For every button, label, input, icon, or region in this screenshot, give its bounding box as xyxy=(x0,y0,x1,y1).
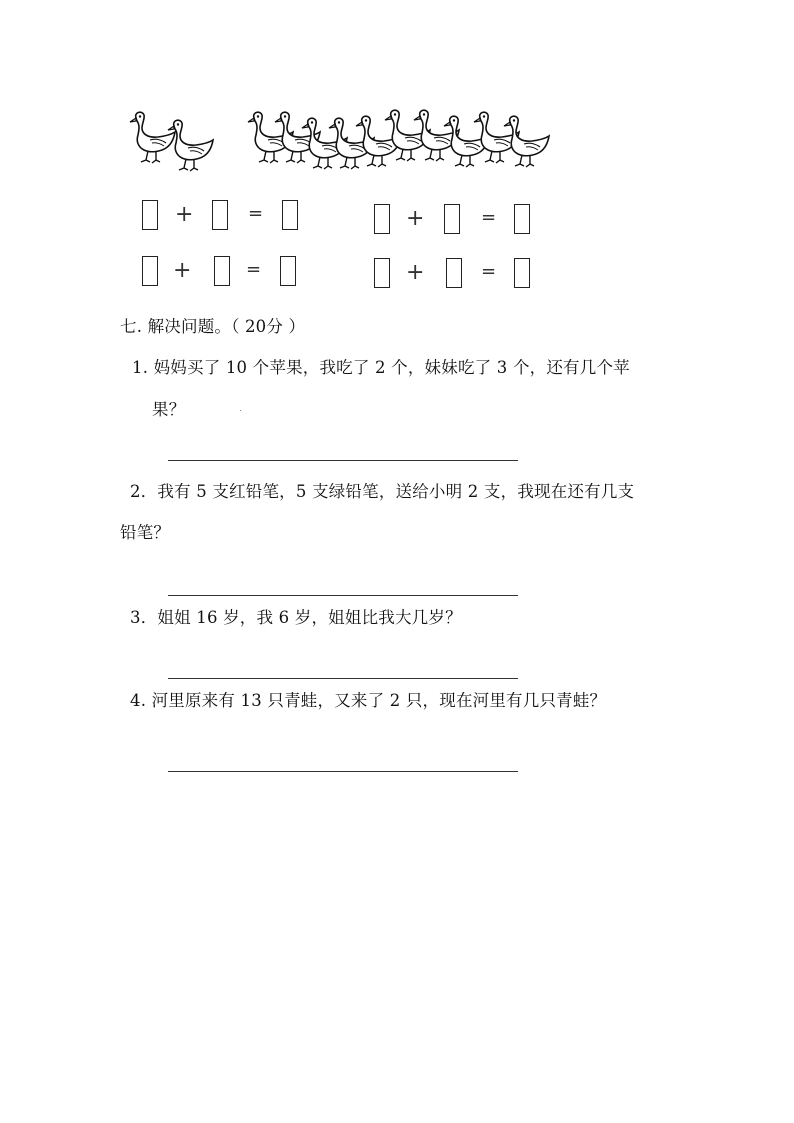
question-2-text: 2．我有 5 支红铅笔，5 支绿铅笔，送给小明 2 支，我现在还有几支 xyxy=(130,482,635,501)
goose-icon xyxy=(504,116,549,167)
answer-box[interactable] xyxy=(214,256,230,286)
answer-box[interactable] xyxy=(280,256,296,286)
answer-box[interactable] xyxy=(446,258,462,288)
question-1-text-cont: 果？ xyxy=(152,400,186,419)
stray-dot xyxy=(240,410,241,411)
question-2-text-cont: 铅笔？ xyxy=(120,523,171,542)
goose-icon xyxy=(130,112,175,163)
answer-box[interactable] xyxy=(514,258,530,288)
answer-box[interactable] xyxy=(374,258,390,288)
answer-box[interactable] xyxy=(444,204,460,234)
question-3-text: 3．姐姐 16 岁，我 6 岁，姐姐比我大几岁？ xyxy=(130,608,462,627)
plus-sign: + xyxy=(406,260,425,285)
answer-box[interactable] xyxy=(142,200,158,230)
equation-row xyxy=(142,256,312,296)
answer-box[interactable] xyxy=(282,200,298,230)
question-4-text: 4. 河里原来有 13 只青蛙，又来了 2 只，现在河里有几只青蛙？ xyxy=(130,691,607,710)
answer-line[interactable] xyxy=(168,771,518,772)
equals-sign: = xyxy=(248,203,264,224)
equals-sign: = xyxy=(481,261,497,282)
plus-sign: + xyxy=(406,206,425,231)
geese-group-right xyxy=(246,106,568,178)
answer-line[interactable] xyxy=(168,678,518,679)
equation-row xyxy=(374,204,544,244)
equation-row xyxy=(374,258,544,298)
answer-box[interactable] xyxy=(212,200,228,230)
answer-box[interactable] xyxy=(374,204,390,234)
section-heading: 七. 解决问题。（ 20分 ） xyxy=(120,317,306,336)
answer-box[interactable] xyxy=(142,256,158,286)
plus-sign: + xyxy=(175,202,194,227)
equation-row xyxy=(142,200,312,240)
geese-group-left xyxy=(128,106,228,178)
equals-sign: = xyxy=(246,259,262,280)
goose-icon xyxy=(168,120,213,171)
answer-line[interactable] xyxy=(168,460,518,461)
answer-box[interactable] xyxy=(514,204,530,234)
plus-sign: + xyxy=(173,258,192,283)
answer-line[interactable] xyxy=(168,595,518,596)
equals-sign: = xyxy=(481,207,497,228)
question-1-text: 1. 妈妈买了 10 个苹果，我吃了 2 个，妹妹吃了 3 个，还有几个苹 xyxy=(132,358,630,377)
